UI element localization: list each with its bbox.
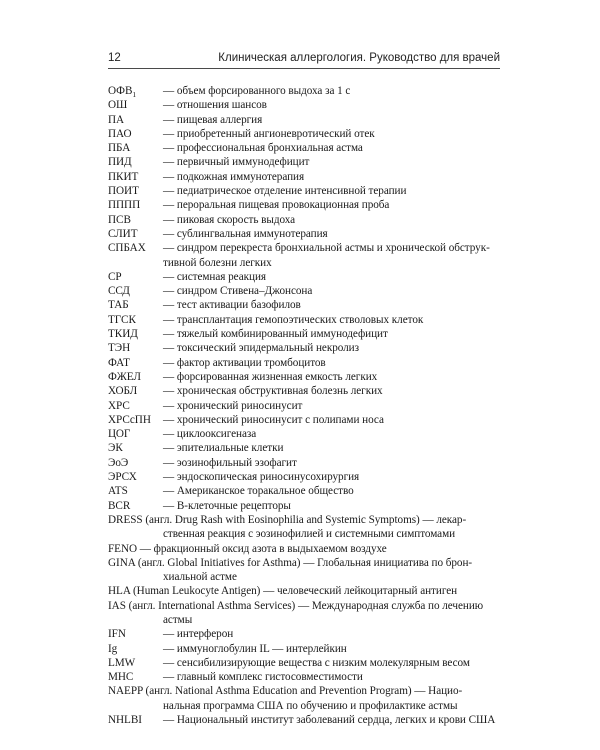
definition-text: — первичный иммунодефицит xyxy=(163,156,310,169)
abbreviation-term xyxy=(108,642,117,656)
abbreviation-definition xyxy=(108,470,504,484)
definition-text: (англ. Global Initiatives for Asthma) — Глобальная инициатива по брон- xyxy=(137,556,473,569)
abbreviation-term-text: ХОБЛ xyxy=(108,385,138,398)
definition-text: — системная реакция xyxy=(163,270,266,283)
abbreviation-term xyxy=(108,270,122,284)
abbreviation-term-text: ЭК xyxy=(108,442,123,455)
abbreviation-entry xyxy=(108,341,504,355)
definition-text: — хронический риносинусит с полипами носа xyxy=(163,413,384,426)
abbreviation-definition xyxy=(108,670,504,684)
abbreviation-entry xyxy=(108,456,504,470)
abbreviation-term-text: ТЭН xyxy=(108,342,131,355)
abbreviation-term xyxy=(108,98,127,112)
abbreviation-term-text: СПБАХ xyxy=(108,242,146,255)
definition-text: (англ. International Asthma Services) — Международная служба по лечению xyxy=(128,599,484,612)
abbreviation-term xyxy=(108,514,143,526)
abbreviation-term xyxy=(108,484,128,498)
definition-text: — эпителиальные клетки xyxy=(163,442,284,455)
abbreviation-entry xyxy=(108,513,504,542)
abbreviation-definition xyxy=(108,713,504,727)
abbreviation-term xyxy=(108,713,142,727)
abbreviation-term xyxy=(108,356,130,370)
abbreviation-entry xyxy=(108,84,504,98)
abbreviation-term xyxy=(108,427,130,441)
abbreviation-term xyxy=(108,284,130,298)
abbreviation-entry xyxy=(108,198,504,212)
definition-continuation: хиальной астме xyxy=(163,571,237,584)
definition-text: — Национальный институт заболеваний сердца, легких и крови США xyxy=(163,714,496,727)
abbreviation-term-text: ЦОГ xyxy=(108,428,131,441)
abbreviation-term xyxy=(108,184,139,198)
abbreviation-term xyxy=(108,384,137,398)
abbreviation-definition xyxy=(108,213,504,227)
abbreviation-entry xyxy=(108,270,504,284)
definition-text: (англ. National Asthma Education and Prevention Program) — Нацио- xyxy=(145,685,463,698)
abbreviation-definition xyxy=(108,127,504,141)
abbreviation-definition xyxy=(108,98,504,112)
abbreviation-entry xyxy=(108,141,504,155)
abbreviation-term xyxy=(108,685,143,697)
abbreviation-term-text: ХРСсПН xyxy=(108,413,151,426)
definition-text: — токсический эпидермальный некролиз xyxy=(163,342,359,355)
abbreviation-term xyxy=(108,113,124,127)
abbreviation-definition xyxy=(108,270,504,284)
abbreviation-term-text: ATS xyxy=(108,485,128,498)
abbreviation-term-text: СР xyxy=(108,270,122,283)
definition-continuation: нальная программа США по обучению и профилактике астмы xyxy=(163,699,458,712)
definition-text: — эндоскопическая риносинусохирургия xyxy=(163,471,360,484)
abbreviation-definition xyxy=(108,298,504,312)
abbreviation-term-text: ПИД xyxy=(108,156,132,169)
definition-text: — фактор активации тромбоцитов xyxy=(163,356,326,369)
abbreviation-entry xyxy=(108,213,504,227)
definition-text: — пероральная пищевая провокационная проба xyxy=(163,199,390,212)
abbreviation-term xyxy=(108,227,137,241)
abbreviation-entry xyxy=(108,241,504,270)
abbreviation-definition xyxy=(108,499,504,513)
abbreviation-definition xyxy=(108,327,504,341)
running-header xyxy=(108,51,500,69)
abbreviation-term-text: ХРС xyxy=(108,399,130,412)
abbreviation-definition xyxy=(108,198,504,212)
definition-text: — тест активации базофилов xyxy=(163,299,301,312)
definition-text: — сенсибилизирующие вещества с низким молекулярным весом xyxy=(163,656,470,669)
abbreviation-definition xyxy=(108,441,504,455)
page-number: 12 xyxy=(108,52,121,64)
definition-text: — тяжелый комбинированный иммунодефицит xyxy=(163,328,388,341)
abbreviation-term-text: FENO xyxy=(108,542,138,555)
abbreviation-entry xyxy=(108,584,504,598)
abbreviation-term xyxy=(108,170,138,184)
abbreviation-definition xyxy=(108,170,504,184)
abbreviation-entry xyxy=(108,284,504,298)
abbreviation-definition xyxy=(108,399,504,413)
abbreviation-term-text: ПА xyxy=(108,113,125,126)
abbreviation-term-text: ФАТ xyxy=(108,356,130,369)
abbreviation-entry xyxy=(108,713,504,727)
abbreviation-term-text: LMW xyxy=(108,656,136,669)
abbreviation-definition xyxy=(108,84,504,98)
definition-text: — трансплантация гемопоэтических стволовых клеток xyxy=(163,313,424,326)
abbreviation-entry xyxy=(108,227,504,241)
abbreviation-term-text: ОФВ xyxy=(108,85,133,97)
abbreviation-entry xyxy=(108,599,504,628)
abbreviation-term xyxy=(108,600,126,612)
definition-text: — объем форсированного выдоха за 1 с xyxy=(163,85,351,97)
definition-continuation: ственная реакция с эозинофилией и системными симптомами xyxy=(163,528,456,541)
abbreviation-term xyxy=(108,656,135,670)
abbreviation-term-text: ССД xyxy=(108,285,130,298)
abbreviation-definition xyxy=(108,627,504,641)
abbreviation-term xyxy=(108,585,130,597)
abbreviation-definition xyxy=(108,284,504,298)
abbreviation-term-text: ПБА xyxy=(108,142,131,155)
abbreviation-definition xyxy=(108,427,504,441)
abbreviation-entry xyxy=(108,127,504,141)
abbreviation-definition xyxy=(108,184,504,198)
abbreviation-term xyxy=(108,298,129,312)
running-title: Клиническая аллергология. Руководство для врачей xyxy=(218,52,500,64)
abbreviation-entry xyxy=(108,327,504,341)
abbreviation-definition xyxy=(108,313,504,327)
abbreviation-definition xyxy=(108,370,504,384)
abbreviation-definition xyxy=(108,484,504,498)
definition-text: — пиковая скорость выдоха xyxy=(163,213,296,226)
abbreviation-definition xyxy=(108,584,504,598)
abbreviation-definition xyxy=(108,556,504,570)
abbreviation-subscript: 1 xyxy=(132,90,137,100)
abbreviation-term xyxy=(108,313,136,327)
abbreviation-term-text: BCR xyxy=(108,499,131,512)
abbreviation-term-text: Ig xyxy=(108,642,118,655)
abbreviation-term-text: ПППП xyxy=(108,199,141,212)
abbreviation-term xyxy=(108,213,131,227)
abbreviation-entry xyxy=(108,356,504,370)
abbreviation-term xyxy=(108,441,123,455)
abbreviation-term xyxy=(108,399,130,413)
abbreviation-entry xyxy=(108,170,504,184)
abbreviation-term-text: ФЖЕЛ xyxy=(108,370,141,383)
abbreviation-entry xyxy=(108,684,504,713)
abbreviation-term xyxy=(108,557,135,569)
abbreviation-entry xyxy=(108,298,504,312)
abbreviation-entry xyxy=(108,370,504,384)
abbreviation-entry xyxy=(108,155,504,169)
abbreviation-term xyxy=(108,241,146,255)
definition-text: — педиатрическое отделение интенсивной терапии xyxy=(163,185,407,198)
abbreviation-definition xyxy=(108,642,504,656)
abbreviation-term xyxy=(108,341,130,355)
abbreviation-definition xyxy=(108,599,504,613)
abbreviation-term-text: ЭРСХ xyxy=(108,471,137,484)
definition-text: — эозинофильный эзофагит xyxy=(163,456,297,469)
abbreviation-term xyxy=(108,327,138,341)
abbreviation-definition xyxy=(108,513,504,527)
abbreviation-term-text: IFN xyxy=(108,628,126,641)
abbreviation-entry xyxy=(108,184,504,198)
definition-text: — сублингвальная иммунотерапия xyxy=(163,227,328,240)
definition-text: — хроническая обструктивная болезнь легких xyxy=(163,385,383,398)
definition-text: — интерферон xyxy=(163,628,234,641)
definition-continuation: тивной болезни легких xyxy=(163,256,272,269)
abbreviation-term-text: ОШ xyxy=(108,99,128,112)
abbreviation-definition xyxy=(108,384,504,398)
abbreviation-definition xyxy=(108,155,504,169)
abbreviation-list xyxy=(108,84,504,727)
abbreviation-entry xyxy=(108,441,504,455)
abbreviation-term xyxy=(108,198,140,212)
abbreviation-term-text: ТГСК xyxy=(108,313,136,326)
definition-text: (Human Leukocyte Antigen) — человеческий лейкоцитарный антиген xyxy=(132,585,458,598)
abbreviation-term-text: ПСВ xyxy=(108,213,131,226)
abbreviation-term xyxy=(108,127,132,141)
abbreviation-term xyxy=(108,456,128,470)
abbreviation-term-text: MHC xyxy=(108,671,134,684)
abbreviation-term xyxy=(108,155,132,169)
abbreviation-entry xyxy=(108,413,504,427)
abbreviation-term-text: NAEPP xyxy=(108,685,143,698)
definition-text: — приобретенный ангионевротический отек xyxy=(163,127,375,140)
abbreviation-definition xyxy=(108,413,504,427)
definition-continuation: астмы xyxy=(163,613,193,626)
definition-text: — В-клеточные рецепторы xyxy=(163,499,291,512)
abbreviation-term xyxy=(108,470,137,484)
abbreviation-term xyxy=(108,413,151,427)
definition-text: — подкожная иммунотерапия xyxy=(163,170,305,183)
abbreviation-term-text: ПКИТ xyxy=(108,170,139,183)
abbreviation-entry xyxy=(108,384,504,398)
abbreviation-term xyxy=(108,670,133,684)
abbreviation-definition xyxy=(108,341,504,355)
abbreviation-entry xyxy=(108,642,504,656)
abbreviation-term-text: СЛИТ xyxy=(108,227,138,240)
abbreviation-definition xyxy=(108,241,504,255)
abbreviation-definition xyxy=(108,356,504,370)
definition-text: — пищевая аллергия xyxy=(163,113,263,126)
abbreviation-definition xyxy=(108,227,504,241)
abbreviation-entry xyxy=(108,313,504,327)
abbreviation-entry xyxy=(108,542,504,556)
abbreviation-definition xyxy=(108,456,504,470)
abbreviation-definition xyxy=(108,684,504,698)
definition-text: — иммуноглобулин IL — интерлейкин xyxy=(163,642,347,655)
abbreviation-entry xyxy=(108,499,504,513)
definition-text: — форсированная жизненная емкость легких xyxy=(163,370,378,383)
abbreviation-definition xyxy=(108,542,504,556)
abbreviation-definition xyxy=(108,656,504,670)
abbreviation-term-text: ПОИТ xyxy=(108,185,139,198)
abbreviation-entry xyxy=(108,484,504,498)
abbreviation-entry xyxy=(108,656,504,670)
abbreviation-term-text: HLA xyxy=(108,585,131,598)
abbreviation-term xyxy=(108,141,130,155)
abbreviation-entry xyxy=(108,399,504,413)
abbreviation-definition xyxy=(108,113,504,127)
abbreviation-entry xyxy=(108,98,504,112)
abbreviation-entry xyxy=(108,556,504,585)
abbreviation-definition xyxy=(108,141,504,155)
abbreviation-entry xyxy=(108,627,504,641)
abbreviation-term-text: ТАБ xyxy=(108,299,129,312)
abbreviation-term-text: ЭоЭ xyxy=(108,456,129,469)
abbreviation-entry xyxy=(108,470,504,484)
definition-text: — циклооксигеназа xyxy=(163,428,257,441)
abbreviation-term-text: ТКИД xyxy=(108,328,138,341)
definition-text: — синдром перекреста бронхиальной астмы и хронической обструк- xyxy=(163,242,490,255)
abbreviation-term xyxy=(108,370,141,384)
abbreviation-entry xyxy=(108,670,504,684)
abbreviation-term-text: NHLBI xyxy=(108,714,142,727)
definition-text: — синдром Стивена–Джонсона xyxy=(163,285,313,298)
abbreviation-term xyxy=(108,499,130,513)
definition-text: (англ. Drug Rash with Eosinophilia and Systemic Symptoms) — лекар- xyxy=(145,513,467,526)
abbreviation-term-text: IAS xyxy=(108,599,126,612)
abbreviation-term-text: ПАО xyxy=(108,127,132,140)
abbreviation-entry xyxy=(108,427,504,441)
abbreviation-term xyxy=(108,543,137,555)
definition-text: — Американское торакальное общество xyxy=(163,485,354,498)
definition-text: — фракционный оксид азота в выдыхаемом воздухе xyxy=(139,542,387,555)
abbreviation-term-text: DRESS xyxy=(108,513,143,526)
abbreviation-entry xyxy=(108,113,504,127)
definition-text: — профессиональная бронхиальная астма xyxy=(163,142,363,155)
abbreviation-term-text: GINA xyxy=(108,556,136,569)
abbreviation-term xyxy=(108,627,126,641)
definition-text: — хронический риносинусит xyxy=(163,399,303,412)
definition-text: — отношения шансов xyxy=(163,99,267,112)
definition-text: — главный комплекс гистосовместимости xyxy=(163,671,363,684)
